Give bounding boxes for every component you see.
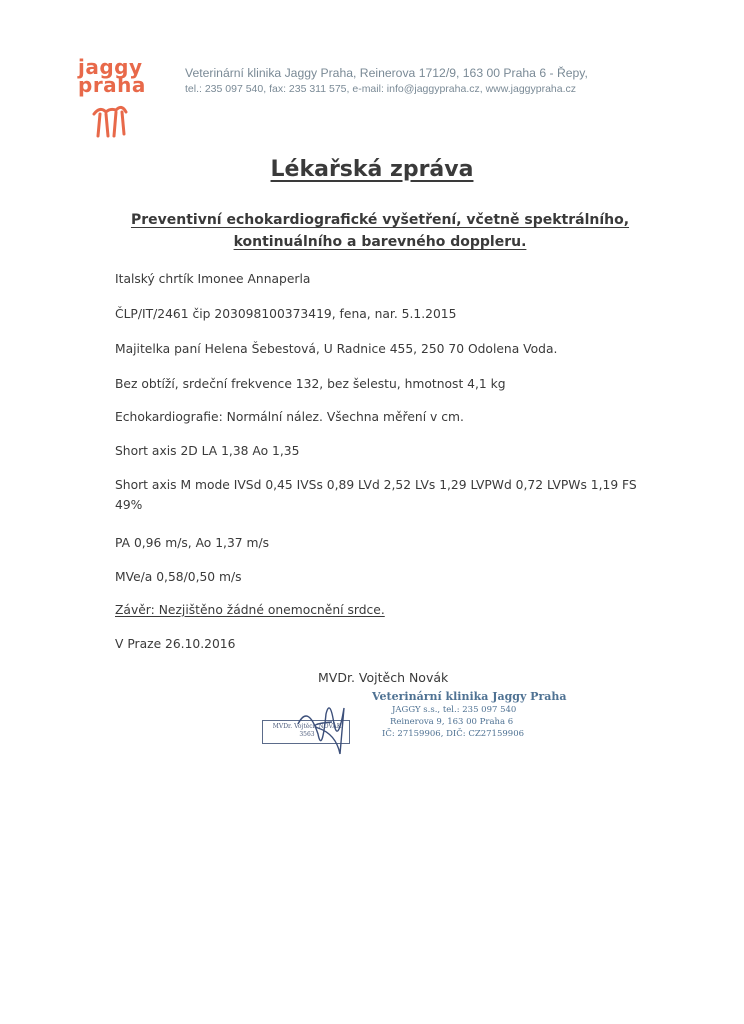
- handwritten-signature-icon: [288, 694, 358, 764]
- patient-name: Italský chrtík Imonee Annaperla: [115, 272, 311, 286]
- date-place: V Praze 26.10.2016: [115, 637, 236, 651]
- document-subtitle: [100, 209, 660, 253]
- clinic-header: [185, 66, 655, 95]
- owner-info: Majitelka paní Helena Šebestová, U Radnice 455, 250 70 Odolena Voda.: [115, 342, 558, 356]
- subtitle-line1: Preventivní echokardiografické vyšetření, včetně spektrálního,: [130, 212, 630, 228]
- document-title-text: Lékařská zpráva: [270, 157, 474, 182]
- clinic-address: Veterinární klinika Jaggy Praha, Reinerova 1712/9, 163 00 Praha 6 - Řepy,: [185, 66, 588, 80]
- document-title: [0, 157, 744, 182]
- personal-stamp-line1: MVDr. Vojtěch NOVÁK: [272, 723, 342, 730]
- clinical-status: Bez obtíží, srdeční frekvence 132, bez šelestu, hmotnost 4,1 kg: [115, 377, 506, 391]
- logo-text-line2: praha: [78, 73, 146, 97]
- clinic-contact: tel.: 235 097 540, fax: 235 311 575, e-mail: info@jaggypraha.cz, www.jaggypraha.cz: [185, 83, 577, 95]
- doppler-mv: MVe/a 0,58/0,50 m/s: [115, 570, 242, 584]
- clinic-stamp-line1: Veterinární klinika Jaggy Praha: [372, 690, 567, 703]
- clinic-logo: [78, 55, 158, 148]
- signer-name: MVDr. Vojtěch Novák: [318, 670, 449, 685]
- patient-registration: ČLP/IT/2461 čip 203098100373419, fena, nar. 5.1.2015: [115, 307, 457, 321]
- echo-summary: Echokardiografie: Normální nález. Všechna měření v cm.: [115, 410, 464, 424]
- clinic-stamp-line2: JAGGY s.s., tel.: 235 097 540: [392, 705, 517, 715]
- short-axis-2d: Short axis 2D LA 1,38 Ao 1,35: [115, 444, 300, 458]
- short-axis-m-mode: Short axis M mode IVSd 0,45 IVSs 0,89 LVd 2,52 LVs 1,29 LVPWd 0,72 LVPWs 1,19 FS 49%: [115, 478, 637, 512]
- clinic-stamp: [372, 690, 567, 739]
- personal-stamp-line2: 3563: [299, 731, 315, 738]
- doppler-pa-ao: PA 0,96 m/s, Ao 1,37 m/s: [115, 536, 270, 550]
- logo-text-line1: jaggy: [78, 55, 143, 79]
- clinic-stamp-line4: IČ: 27159906, DIČ: CZ27159906: [382, 729, 525, 739]
- clinic-stamp-line3: Reinerova 9, 163 00 Praha 6: [390, 717, 514, 727]
- conclusion: Závěr: Nezjištěno žádné onemocnění srdce.: [115, 603, 385, 617]
- subtitle-line2: kontinuálního a barevného doppleru.: [233, 234, 527, 250]
- dog-logo-icon: [90, 102, 130, 140]
